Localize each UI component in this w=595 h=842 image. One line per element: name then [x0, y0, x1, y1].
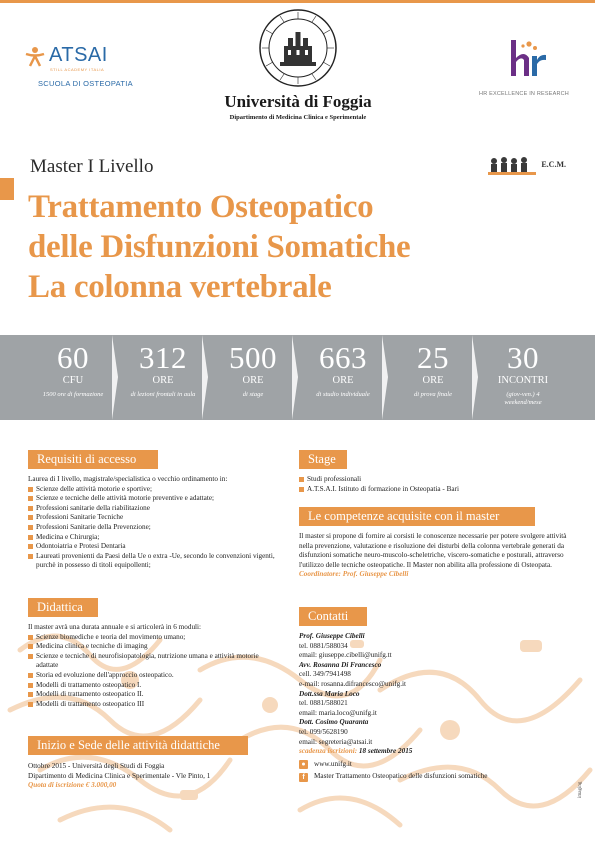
hr-caption: HR EXCELLENCE IN RESEARCH	[479, 91, 569, 97]
didattica-list	[28, 633, 273, 710]
stat-number: 500	[229, 340, 277, 375]
requisiti-heading: Requisiti di accesso	[28, 450, 158, 469]
list-item: Scienze e tecniche di neurofisiopatologia, nutrizione umana e attività motorie adattate	[28, 652, 273, 671]
list-item: Medicina clinica e tecniche di imaging	[28, 642, 273, 652]
deadline-value: 18 settembre 2015	[358, 747, 413, 756]
top-accent-rule	[0, 0, 595, 3]
contatti-heading: Contatti	[299, 607, 367, 626]
competenze-text: Il master si propone di fornire ai corsisti le conoscenze necessarie per potere svolgere attività nella prevenzione, valutazione e risoluzione dei disturbi della colonna vertebrale generati da disfunzioni somatiche neuro-muscolo-scheletriche, viscero-somatiche e posturali, attraverso l'utilizzo delle tecniche osteopatiche. Il Master non abilita alla professione di Osteopata.	[299, 532, 567, 569]
facebook-row[interactable]	[299, 772, 571, 782]
department-name: Dipartimento di Medicina Clinica e Sperimentale	[229, 114, 367, 121]
contact-email[interactable]: email: maria.loco@unifg.it	[299, 708, 377, 717]
hr-excellence-logo	[474, 36, 574, 97]
contact-line: cell. 349/7941498	[299, 670, 351, 679]
contact-email[interactable]: e-mail: rosanna.difrancesco@unifg.it	[299, 679, 407, 688]
title-line-1: Trattamento Osteopatico	[28, 189, 374, 225]
stat-note: di lezioni frontali in aula	[130, 391, 196, 398]
stat-number: 312	[139, 340, 187, 375]
inizio-body	[28, 762, 290, 791]
stat-number: 60	[57, 340, 89, 375]
quota-label: Quota di iscrizione	[28, 781, 84, 790]
university-seal-icon	[258, 8, 338, 88]
contact-line: tel. 0881/588021	[299, 699, 348, 708]
competenze-body	[299, 532, 571, 580]
stat-stage	[208, 335, 298, 420]
ecm-badge	[488, 155, 570, 175]
stats-band	[0, 335, 595, 420]
stat-unit: ORE	[332, 375, 354, 386]
list-item: Professioni Sanitarie della Prevenzione;	[28, 523, 290, 533]
atsai-name: ATSAI	[49, 44, 108, 66]
stat-number: 30	[507, 340, 539, 375]
didattica-heading: Didattica	[28, 598, 98, 617]
stat-unit: ORE	[152, 375, 174, 386]
list-item: Medicina e Chirurgia;	[28, 533, 290, 543]
title-line-2: delle Disfunzioni Somatiche	[28, 229, 411, 265]
stat-cfu	[28, 335, 118, 420]
hr-logo-icon	[474, 36, 574, 82]
list-item: Scienze e tecniche delle attività motorie preventive e adattate;	[28, 494, 290, 504]
atsai-subtitle: STILL ACADEMY ITALIA	[50, 67, 105, 72]
contatti-body	[299, 632, 571, 782]
website-row[interactable]	[299, 760, 571, 770]
list-item: Modelli di trattamento osteopatico III	[28, 700, 273, 710]
stat-number: 25	[417, 340, 449, 375]
list-item: Modelli di trattamento osteopatico II.	[28, 690, 273, 700]
title-line-3: La colonna vertebrale	[28, 269, 332, 305]
inizio-heading: Inizio e Sede delle attività didattiche	[28, 736, 248, 755]
ecm-figures-icon	[488, 155, 536, 175]
stat-unit: ORE	[242, 375, 264, 386]
contact-line: tel. 0881/588034	[299, 641, 348, 650]
requisiti-body	[28, 475, 290, 571]
stat-note: di stage	[242, 391, 264, 398]
stat-lezioni	[118, 335, 208, 420]
stat-unit: INCONTRI	[497, 375, 549, 386]
contact-email[interactable]: email: segreteria@atsai.it	[299, 737, 373, 746]
requisiti-list	[28, 485, 290, 571]
master-level: Master I Livello	[30, 156, 154, 177]
stat-incontri	[478, 335, 568, 420]
didattica-body	[28, 623, 273, 709]
list-item: Scienze delle attività motorie e sportive;	[28, 485, 290, 495]
stat-prova-finale	[388, 335, 478, 420]
list-item: Modelli di trattamento osteopatico I.	[28, 681, 273, 691]
stat-studio	[298, 335, 388, 420]
footer-tag: imaging	[578, 781, 583, 798]
stage-list	[299, 475, 569, 494]
contact-name: Dott. Cosimo Quaranta	[299, 718, 369, 727]
list-item: A.T.S.A.I. Istituto di formazione in Osteopatia - Bari	[299, 485, 569, 495]
list-item: Odontoiatria e Protesi Dentaria	[28, 542, 290, 552]
deadline-label: scadenza iscrizioni:	[299, 747, 358, 756]
stat-note: (giov-ven.) 4 weekend/mese	[504, 391, 542, 406]
ecm-label: E.C.M.	[541, 160, 566, 169]
competenze-heading: Le competenze acquisite con il master	[299, 507, 535, 526]
atsai-logo	[24, 44, 134, 88]
stat-unit: CFU	[62, 375, 84, 386]
stat-unit: ORE	[422, 375, 444, 386]
contact-email[interactable]: email: giuseppe.cibelli@unifg.tt	[299, 651, 392, 660]
globe-icon: ●	[299, 760, 308, 769]
facebook-icon: f	[299, 773, 308, 782]
atsai-school: SCUOLA DI OSTEOPATIA	[38, 79, 133, 88]
stat-number: 663	[319, 340, 367, 375]
list-item: Storia ed evoluzione dell'approccio osteopatico.	[28, 671, 273, 681]
stage-heading: Stage	[299, 450, 347, 469]
inizio-line-1: Ottobre 2015 - Università degli Studi di Foggia	[28, 762, 165, 770]
facebook-link[interactable]: Master Trattamento Osteopatico delle disfunzioni somatiche	[314, 772, 488, 781]
website-link[interactable]: www.unifg.it	[314, 759, 352, 768]
inizio-line-2: Dipartimento di Medicina Clinica e Sperimentale - Vle Pinto, 1	[28, 771, 211, 780]
requisiti-intro: Laurea di I livello, magistrale/specialistica o vecchio ordinamento in:	[28, 475, 228, 483]
list-item: Laureati provenienti da Paesi della Ue o extra -Ue, secondo le convenzioni vigenti, purchè in possesso di titoli equipollenti;	[28, 552, 290, 571]
stat-note: di studio individuale	[316, 391, 370, 398]
stage-body	[299, 475, 569, 494]
master-title	[28, 187, 568, 307]
stat-note: di prova finale	[413, 391, 453, 398]
didattica-intro: Il master avrà una durata annuale e si articolerà in 6 moduli:	[28, 623, 202, 631]
atsai-figure-icon	[24, 45, 46, 67]
university-name: Università di Foggia	[224, 92, 372, 111]
contact-name: Dott.ssa Maria Loco	[299, 689, 360, 698]
contact-line: tel. 099/5628190	[299, 727, 348, 736]
contact-name: Avv. Rosanna Di Francesco	[299, 660, 382, 669]
list-item: Professioni sanitarie della riabilitazione	[28, 504, 290, 514]
list-item: Professioni Sanitarie Tecniche	[28, 513, 290, 523]
contact-name: Prof. Giuseppe Cibelli	[299, 632, 365, 640]
list-item: Studi professionali	[299, 475, 569, 485]
stat-note: 1500 ore di formazione	[42, 391, 104, 398]
list-item: Scienze biomediche e teoria del movimento umano;	[28, 633, 273, 643]
coordinatore: Coordinatore: Prof. Giuseppe Cibelli	[299, 570, 409, 579]
quota-value: € 3.000,00	[85, 781, 117, 790]
side-accent-tab	[0, 178, 14, 200]
